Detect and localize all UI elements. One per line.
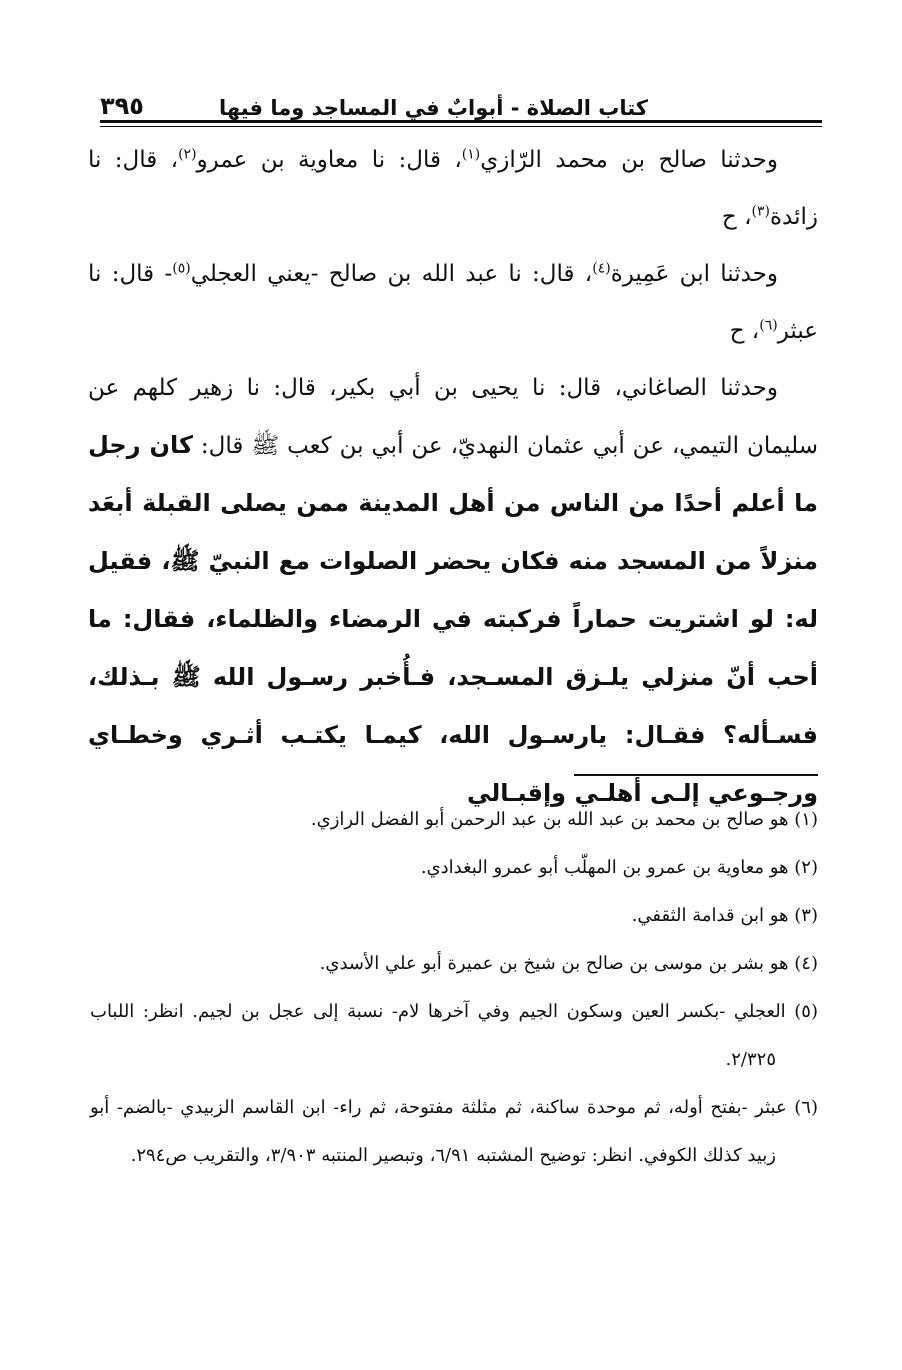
footnote-4: (٤) هو بشر بن موسى بن صالح بن شيخ بن عميرة أبو علي الأسدي. <box>319 953 818 974</box>
footnote-ref-5: (٥) <box>172 260 191 277</box>
footnote-ref-4: (٤) <box>592 260 611 277</box>
page-header <box>100 80 818 120</box>
paragraph-1: وحدثنا صالح بن محمد الرّازي$^{(١)}$، قال: نا معاوية بن عمرو$^{(٢)}$، قال: نا زائدة$^{(٣)}$، ح <box>88 146 818 230</box>
footnote-1: (١) هو صالح بن محمد بن عبد الله بن عبد الرحمن أبو الفضل الرازي. <box>310 809 818 830</box>
header-rule-thin <box>100 126 822 127</box>
footnote-2: (٢) هو معاوية بن عمرو بن المهلّب أبو عمرو البغدادي. <box>420 857 818 878</box>
paragraph-3 <box>88 360 818 823</box>
footnote-6: (٦) عبثر -بفتح أوله، ثم موحدة ساكنة، ثم مثلثة مفتوحة، ثم راء- ابن القاسم الزبيدي -بالضم- أبو زبيد كذلك الكوفي. انظر: توضيح المشتبه ٦/٩١، وتبصير المنتبه ٣/٩٠٣، والتقريب ص٢٩٤. <box>90 1097 818 1166</box>
isnad-text: وحدثنا الصاغاني، قال: نا يحيى بن أبي بكير، قال: نا زهير كلهم عن سليمان التيمي، عن أبي عثمان النهديّ، عن أبي بن كعب ﷺ قال: <box>88 375 818 459</box>
footnote-5: (٥) العجلي -بكسر العين وسكون الجيم وفي آخرها لام- نسبة إلى عجل بن لجيم. انظر: اللباب ٢/٣٢٥. <box>90 1001 818 1070</box>
footnotes <box>90 796 818 1180</box>
footnote-3: (٣) هو ابن قدامة الثقفي. <box>631 905 818 926</box>
footnote-ref-2: (٢) <box>178 146 197 163</box>
footnote-ref-1: (١) <box>461 146 481 163</box>
paragraph-2: وحدثنا ابن عَمِيرة$^{(٤)}$، قال: نا عبد الله بن صالح -يعني العجلي$^{(٥)}$- قال: نا عبثر$^{(٦)}$، ح <box>88 260 818 344</box>
running-title: كتاب الصلاة - أبوابٌ في المساجد وما فيها <box>218 96 648 120</box>
page-number: ٣٩٥ <box>100 92 144 120</box>
footnote-ref-6: (٦) <box>759 317 778 334</box>
footnote-ref-3: (٣) <box>751 203 770 220</box>
header-rule-thick <box>100 120 822 123</box>
main-text <box>88 132 818 823</box>
hadith-text: كان رجل ما أعلم أحدًا من الناس من أهل المدينة ممن يصلى القبلة أبعَد منزلاً من المسجد منه فكان يحضر الصلوات مع النبيّ ﷺ، فقيل له: لو اشتريت حماراً فركبته في الرمضاء والظلماء، فقال: ما أحب أنّ منزلي يلـزق المسـجد، فـأُخبر رسـول الله ﷺ بـذلك، فسـأله؟ فقـال: يارسـول الله، كيمـا يكتـب أثـري وخطـاي ورجـوعي إلـى أهلـي وإقبـالي <box>88 431 818 807</box>
footnote-separator <box>574 774 818 776</box>
